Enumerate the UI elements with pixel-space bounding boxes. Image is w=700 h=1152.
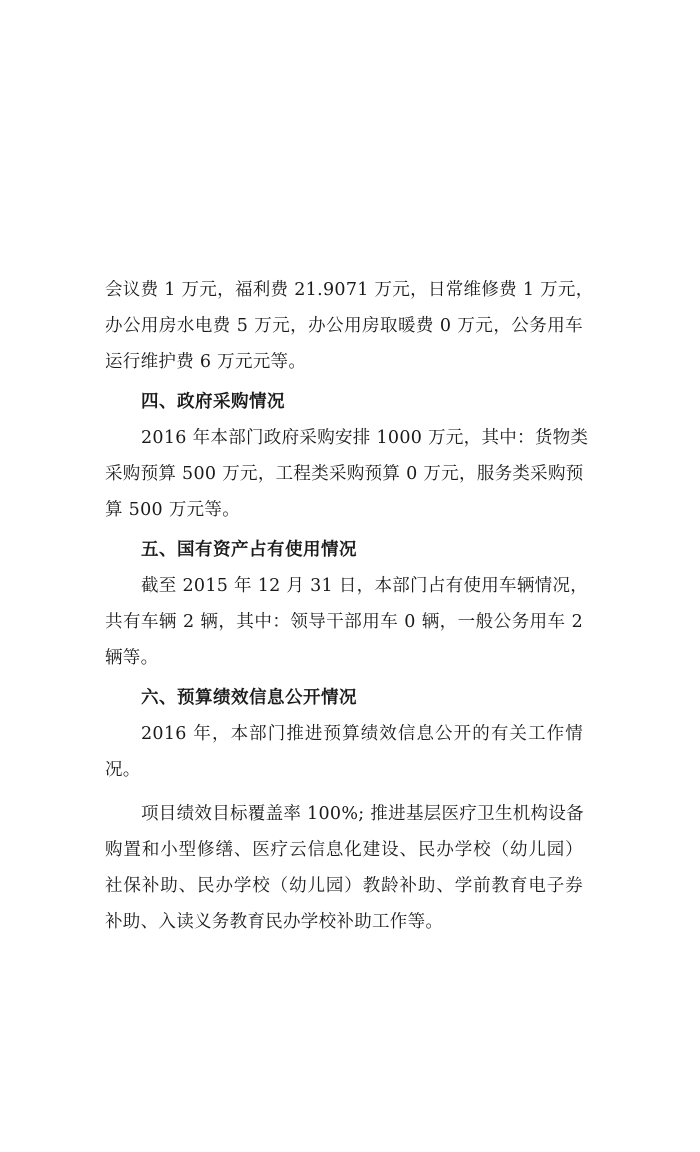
text-line: 购置和小型修缮、医疗云信息化建设、民办学校（幼儿园）: [105, 840, 583, 860]
text-line: 2016 年，本部门推进预算绩效信息公开的有关工作情: [141, 724, 583, 744]
text-line: 辆等。: [105, 648, 159, 668]
text-line: 2016 年本部门政府采购安排 1000 万元，其中：货物类: [141, 428, 589, 448]
paragraph-expenses: [105, 272, 594, 380]
paragraph-performance-detail: [105, 796, 583, 940]
text-line: 况。: [105, 760, 141, 780]
text-line: 共有车辆 2 辆，其中：领导干部用车 0 辆，一般公务用车 2: [105, 612, 583, 632]
text-line: 采购预算 500 万元，工程类采购预算 0 万元，服务类采购预: [105, 464, 584, 484]
document-body: [105, 272, 594, 940]
text-line: 补助、入读义务教育民办学校补助工作等。: [105, 912, 444, 932]
text-line: 运行维护费 6 万元元等。: [105, 352, 307, 372]
text-line: 项目绩效目标覆盖率 100%; 推进基层医疗卫生机构设备: [141, 804, 584, 824]
section-heading-assets: 五、国有资产占有使用情况: [141, 540, 357, 560]
text-line: 社保补助、民办学校（幼儿园）教龄补助、学前教育电子券: [105, 876, 583, 896]
text-line: 算 500 万元等。: [105, 500, 241, 520]
paragraph-assets: [105, 568, 589, 676]
section-heading-performance: 六、预算绩效信息公开情况: [141, 688, 357, 708]
paragraph-performance-intro: [105, 716, 583, 788]
text-line: 会议费 1 万元，福利费 21.9071 万元，日常维修费 1 万元，: [105, 280, 594, 300]
text-line: 办公用房水电费 5 万元，办公用房取暖费 0 万元，公务用车: [105, 316, 583, 336]
paragraph-gap: [105, 788, 583, 796]
section-heading-procurement: 四、政府采购情况: [141, 392, 285, 412]
paragraph-procurement: [105, 420, 589, 528]
text-line: 截至 2015 年 12 月 31 日，本部门占有使用车辆情况，: [141, 576, 589, 596]
